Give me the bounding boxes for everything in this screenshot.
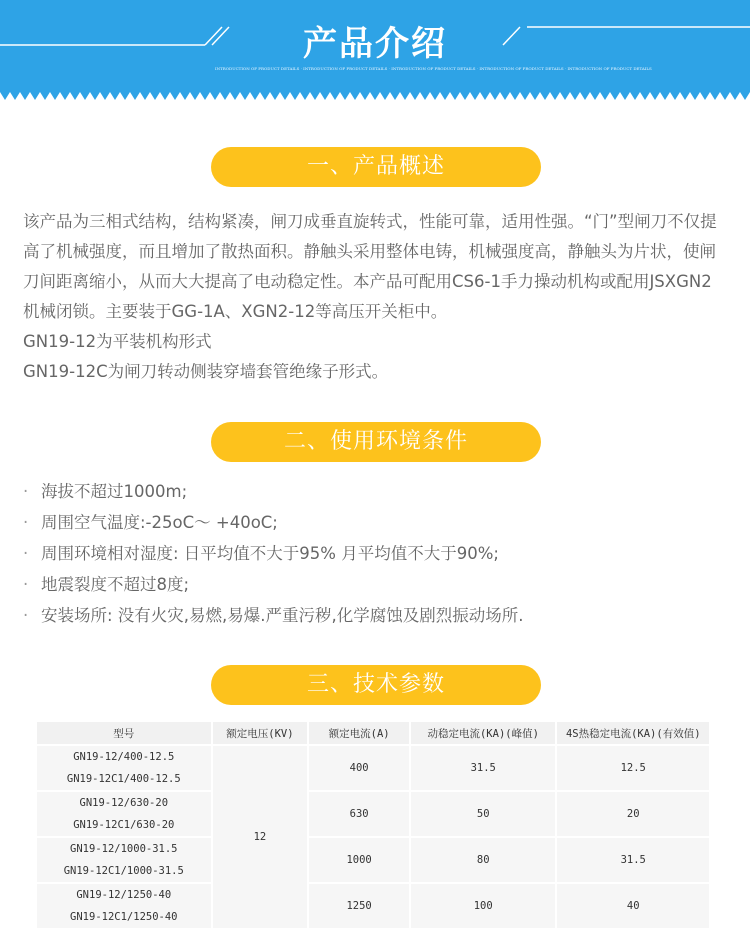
current-cell: 1000 xyxy=(309,838,409,882)
bullet-icon: · xyxy=(23,513,29,532)
bullet-icon: · xyxy=(23,575,29,594)
table-row xyxy=(37,792,709,836)
list-item-text: 海拔不超过1000m; xyxy=(41,482,188,501)
thermal-current-cell: 40 xyxy=(557,884,709,928)
overview-paragraph: 该产品为三相式结构，结构紧凑，闸刀成垂直旋转式，性能可靠，适用性强。“门”型闸刀不仅提高了机械强度，而且增加了散热面积。静触头采用整体电铸，机械强度高，静触头为片状，使闸刀间距离缩小，从而大大提高了电动稳定性。本产品可配用CS6-1手力操动机构或配用JSXGN2机械闭锁。主要装于GG-1A、XGN2-12等高压开关柜中。 xyxy=(23,212,717,321)
parameters-table xyxy=(35,720,711,930)
bullet-icon: · xyxy=(23,544,29,563)
model-name: GN19-12C1/400-12.5 xyxy=(66,773,181,785)
current-cell: 630 xyxy=(309,792,409,836)
banner-subtitle: INTRODUCTION OF PRODUCT DETAILS · INTRODUCTION OF PRODUCT DETAILS · INTRODUCTION OF PRODUCT DETAILS · INTRODUCTION OF PRODUCT DETAILS · INTRODUCTION OF PRODUCT DETAILS xyxy=(215,66,652,71)
section-overview-title: 一、产品概述 xyxy=(211,147,541,187)
header-banner xyxy=(0,0,750,102)
column-header-model: 型号 xyxy=(37,722,211,744)
model-cell xyxy=(37,746,211,790)
section-params-title: 三、技术参数 xyxy=(211,665,541,705)
column-header-current: 额定电流(A) xyxy=(309,722,409,744)
page-title: 产品介绍 xyxy=(303,24,447,64)
table-row xyxy=(37,838,709,882)
list-item xyxy=(23,569,728,600)
thermal-current-cell: 31.5 xyxy=(557,838,709,882)
list-item xyxy=(23,600,728,631)
column-header-thermal-current: 4S热稳定电流(KA)(有效值) xyxy=(557,722,709,744)
dynamic-current-cell: 31.5 xyxy=(411,746,556,790)
thermal-current-cell: 20 xyxy=(557,792,709,836)
dynamic-current-cell: 100 xyxy=(411,884,556,928)
column-header-voltage: 额定电压(KV) xyxy=(213,722,308,744)
bullet-icon: · xyxy=(23,482,29,501)
model-name: GN19-12/1250-40 xyxy=(76,889,172,901)
table-row xyxy=(37,746,709,790)
overview-line: GN19-12C为闸刀转动侧装穿墙套管绝缘子形式。 xyxy=(23,362,389,381)
overview-text xyxy=(23,207,728,387)
model-name: GN19-12C1/1250-40 xyxy=(70,911,178,923)
list-item xyxy=(23,538,728,569)
overview-line: GN19-12为平装机构形式 xyxy=(23,332,212,351)
model-cell xyxy=(37,838,211,882)
model-name: GN19-12/400-12.5 xyxy=(73,751,175,763)
list-item xyxy=(23,476,728,507)
bullet-icon: · xyxy=(23,606,29,625)
model-name: GN19-12/630-20 xyxy=(79,797,169,809)
dynamic-current-cell: 80 xyxy=(411,838,556,882)
current-cell: 1250 xyxy=(309,884,409,928)
list-item-text: 地震裂度不超过8度; xyxy=(41,575,190,594)
section-environment-title: 二、使用环境条件 xyxy=(211,422,541,462)
environment-list xyxy=(23,476,728,631)
list-item-text: 周围空气温度:-25oC～ +40oC; xyxy=(41,513,278,532)
dynamic-current-cell: 50 xyxy=(411,792,556,836)
current-cell: 400 xyxy=(309,746,409,790)
list-item-text: 安装场所: 没有火灾,易燃,易爆.严重污秽,化学腐蚀及剧烈振动场所. xyxy=(41,606,524,625)
list-item xyxy=(23,507,728,538)
column-header-dynamic-current: 动稳定电流(KA)(峰值) xyxy=(411,722,556,744)
voltage-cell: 12 xyxy=(213,746,308,928)
model-name: GN19-12C1/630-20 xyxy=(73,819,175,831)
table-row xyxy=(37,884,709,928)
model-name: GN19-12C1/1000-31.5 xyxy=(63,865,184,877)
model-cell xyxy=(37,884,211,928)
thermal-current-cell: 12.5 xyxy=(557,746,709,790)
table-header-row xyxy=(37,722,709,744)
list-item-text: 周围环境相对湿度: 日平均值不大于95% 月平均值不大于90%; xyxy=(41,544,499,563)
model-name: GN19-12/1000-31.5 xyxy=(70,843,178,855)
model-cell xyxy=(37,792,211,836)
